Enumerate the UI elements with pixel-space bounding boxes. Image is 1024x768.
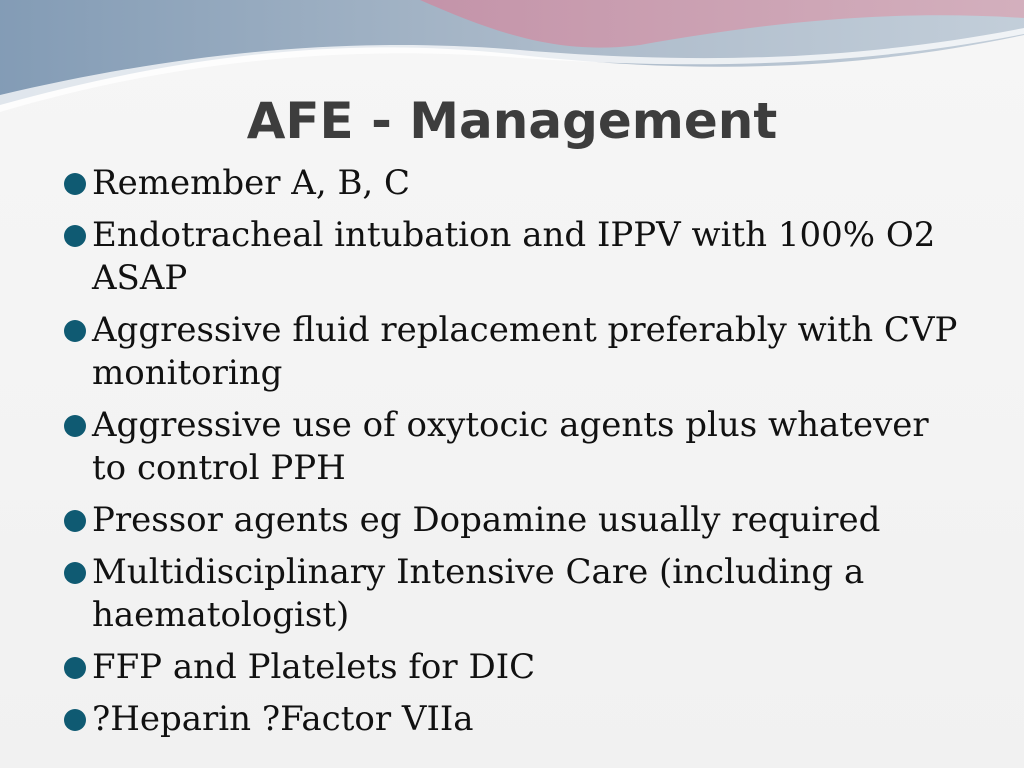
list-item bbox=[64, 499, 964, 542]
list-item bbox=[64, 309, 964, 395]
bullet-icon bbox=[64, 320, 86, 342]
list-item bbox=[64, 698, 964, 741]
bullet-icon bbox=[64, 562, 86, 584]
bullet-icon bbox=[64, 510, 86, 532]
bullet-text: ?Heparin ?Factor VIIa bbox=[92, 699, 474, 739]
list-item bbox=[64, 646, 964, 689]
bullet-icon bbox=[64, 173, 86, 195]
list-item bbox=[64, 404, 964, 490]
bullet-text: Aggressive fluid replacement preferably with CVP monitoring bbox=[92, 310, 958, 393]
bullet-text: Endotracheal intubation and IPPV with 100% O2 ASAP bbox=[92, 215, 936, 298]
bullet-text: Aggressive use of oxytocic agents plus whatever to control PPH bbox=[92, 405, 929, 488]
bullet-text: FFP and Platelets for DIC bbox=[92, 647, 536, 687]
bullet-icon bbox=[64, 225, 86, 247]
list-item bbox=[64, 162, 964, 205]
slide-title: AFE - Management bbox=[246, 92, 778, 150]
bullet-icon bbox=[64, 657, 86, 679]
bullet-icon bbox=[64, 415, 86, 437]
bullet-text: Multidisciplinary Intensive Care (including a haematologist) bbox=[92, 552, 865, 635]
list-item bbox=[64, 214, 964, 300]
bullet-icon bbox=[64, 709, 86, 731]
bullet-text: Pressor agents eg Dopamine usually required bbox=[92, 500, 881, 540]
bullet-list bbox=[64, 162, 964, 750]
list-item bbox=[64, 551, 964, 637]
bullet-text: Remember A, B, C bbox=[92, 163, 411, 203]
